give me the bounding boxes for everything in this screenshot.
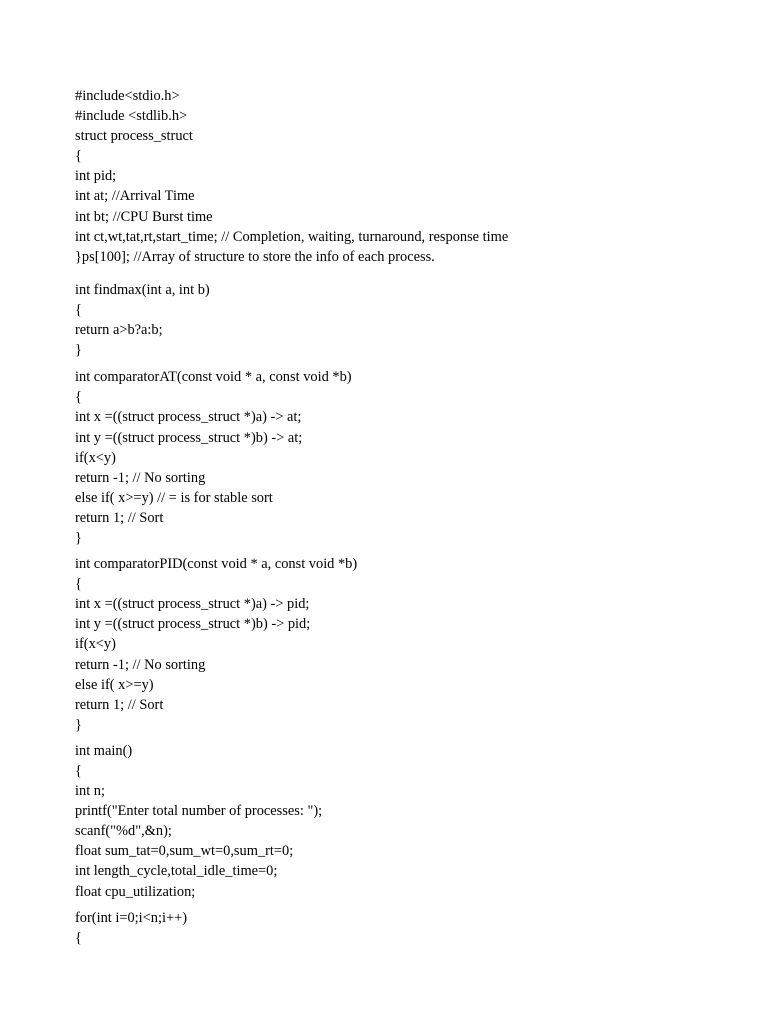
code-line: { [75,148,82,165]
code-line: int y =((struct process_struct *)b) -> pid; [75,616,311,633]
code-line: int n; [75,783,105,800]
block-spacer [75,360,755,367]
code-block-main-declarations [75,741,755,902]
code-block-findmax [75,280,755,360]
code-block-includes-and-struct [75,86,755,267]
code-line: return 1; // Sort [75,696,164,713]
code-block-for-loop [75,908,755,948]
code-line: if(x<y) [75,449,116,466]
code-line: return 1; // Sort [75,509,164,526]
code-line: else if( x>=y) // = is for stable sort [75,489,273,506]
code-line: }ps[100]; //Array of structure to store the info of each process. [75,248,435,265]
code-line: for(int i=0;i<n;i++) [75,909,187,926]
code-line: { [75,763,82,779]
code-listing [75,86,755,948]
code-line: return -1; // No sorting [75,656,206,673]
code-line: printf("Enter total number of processes: "); [75,803,323,820]
code-line: int comparatorPID(const void * a, const void *b) [75,556,358,573]
code-line: if(x<y) [75,636,116,653]
code-line: } [75,342,82,359]
code-line: } [75,716,82,733]
code-line: { [75,389,82,406]
code-line: float sum_tat=0,sum_wt=0,sum_rt=0; [75,843,294,860]
code-line: int comparatorAT(const void * a, const void *b) [75,369,352,386]
code-line: { [75,929,82,946]
code-line: else if( x>=y) [75,676,154,693]
code-line: scanf("%d",&n); [75,823,172,840]
code-block-comparator-at [75,367,755,548]
code-line: int x =((struct process_struct *)a) -> pid; [75,596,310,613]
code-line: int at; //Arrival Time [75,188,195,205]
block-spacer [75,267,755,280]
code-line: int bt; //CPU Burst time [75,208,213,225]
code-line: #include <stdlib.h> [75,108,188,125]
code-line: int pid; [75,168,117,185]
code-line: float cpu_utilization; [75,883,196,900]
code-line: } [75,529,82,546]
code-line: int findmax(int a, int b) [75,281,210,298]
code-line: int y =((struct process_struct *)b) -> at; [75,429,303,446]
code-line: struct process_struct [75,128,193,145]
code-line: { [75,576,82,593]
code-line: return a>b?a:b; [75,322,163,339]
code-line: { [75,301,82,318]
code-line: int ct,wt,tat,rt,start_time; // Completion, waiting, turnaround, response time [75,228,509,245]
code-block-comparator-pid [75,554,755,735]
code-line: return -1; // No sorting [75,469,206,486]
code-line: #include<stdio.h> [75,88,180,104]
code-line: int length_cycle,total_idle_time=0; [75,863,278,880]
code-line: int main() [75,742,133,759]
code-line: int x =((struct process_struct *)a) -> at; [75,409,302,426]
